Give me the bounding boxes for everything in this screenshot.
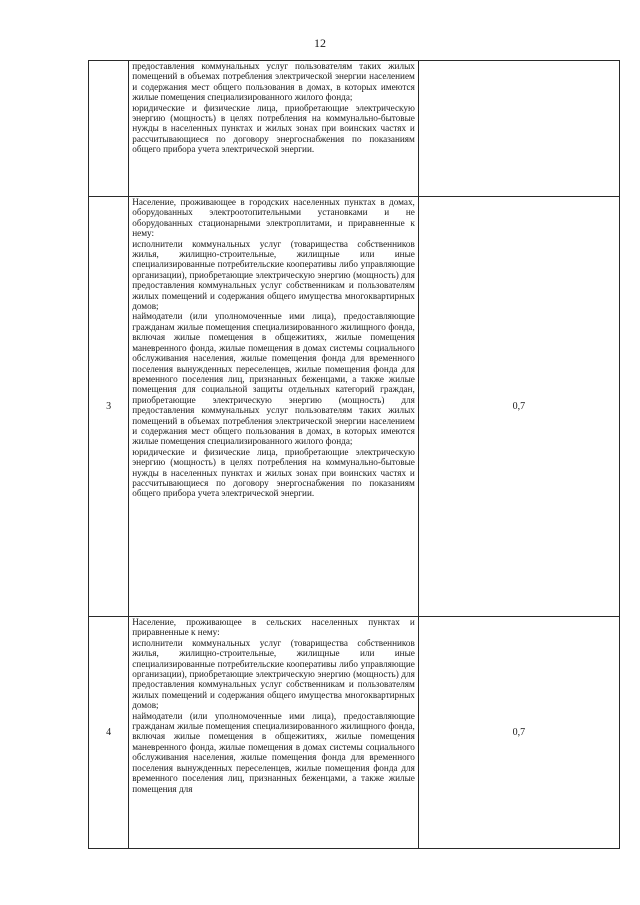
row-coefficient: 0,7 (418, 617, 619, 849)
paragraph: исполнители коммунальных услуг (товарищества собственников жилья, жилищно-строительные, жилищные или иные специализированные потребительские кооперативы либо управляющие организации), приобретающие электрическую энергию (мощность) для предоставления коммунальных услуг собственникам и пользователям жилых помещений и содержания общего имущества многоквартирных домов; (132, 637, 415, 711)
table-row (89, 61, 620, 197)
row-coefficient (418, 61, 619, 197)
row-number (89, 61, 129, 197)
row-description (129, 61, 419, 197)
paragraph: наймодатели (или уполномоченные ими лица), предоставляющие гражданам жилые помещения специализированного жилищного фонда, включая жилые помещения в общежитиях, жилые помещения маневренного фонда, жилые помещения в домах системы социального обслуживания населения, жилые помещения фонда для временного поселения вынужденных переселенцев, жилые помещения фонда для временного поселения лиц, признанных беженцами, а также жилые помещения для (132, 710, 415, 794)
row-coefficient: 0,7 (418, 197, 619, 617)
paragraph: юридические и физические лица, приобретающие электрическую энергию (мощность) в целях потребления на коммунально-бытовые нужды в населенных пунктах и жилых зонах при воинских частях и рассчитывающиеся по договору энергоснабжения по показаниям общего прибора учета электрической энергии. (132, 446, 415, 499)
row-description (129, 197, 419, 617)
table-row (89, 617, 620, 849)
paragraph: юридические и физические лица, приобретающие электрическую энергию (мощность) в целях потребления на коммунально-бытовые нужды в населенных пунктах и жилых зонах при воинских частях и рассчитывающиеся по договору энергоснабжения по показаниям общего прибора учета электрической энергии. (132, 102, 415, 155)
row-number: 4 (89, 617, 129, 849)
row-description (129, 617, 419, 849)
page-number: 12 (314, 36, 326, 50)
paragraph: предоставления коммунальных услуг пользователям таких жилых помещений в объемах потребления электрической энергии населением и содержания мест общего пользования в домах, в которых имеются жилые помещения специализированного жилого фонда; (132, 61, 415, 103)
paragraph: Население, проживающее в городских населенных пунктах в домах, оборудованных электроотопительными установками и не оборудованных стационарными электроплитами, и приравненные к нему: (132, 197, 415, 239)
paragraph: исполнители коммунальных услуг (товарищества собственников жилья, жилищно-строительные, жилищные или иные специализированные потребительские кооперативы либо управляющие организации), приобретающие электрическую энергию (мощность) для предоставления коммунальных услуг собственникам и пользователям жилых помещений и содержания общего имущества многоквартирных домов; (132, 238, 415, 312)
paragraph: наймодатели (или уполномоченные ими лица), предоставляющие гражданам жилые помещения специализированного жилищного фонда, включая жилые помещения в общежитиях, жилые помещения маневренного фонда, жилые помещения в домах системы социального обслуживания населения, жилые помещения фонда для временного поселения вынужденных переселенцев, жилые помещения фонда для временного поселения лиц, признанных беженцами, а также жилые помещения для социальной защиты отдельных категорий граждан, приобретающие электрическую энергию (мощность) для предоставления коммунальных услуг пользователям таких жилых помещений в объемах потребления электрической энергии населением и содержания мест общего пользования в домах, в которых имеются жилые помещения специализированного жилого фонда; (132, 311, 415, 447)
table-row (89, 197, 620, 617)
row-number: 3 (89, 197, 129, 617)
paragraph: Население, проживающее в сельских населенных пунктах и приравненные к нему: (132, 617, 415, 638)
tariff-table (88, 60, 620, 849)
